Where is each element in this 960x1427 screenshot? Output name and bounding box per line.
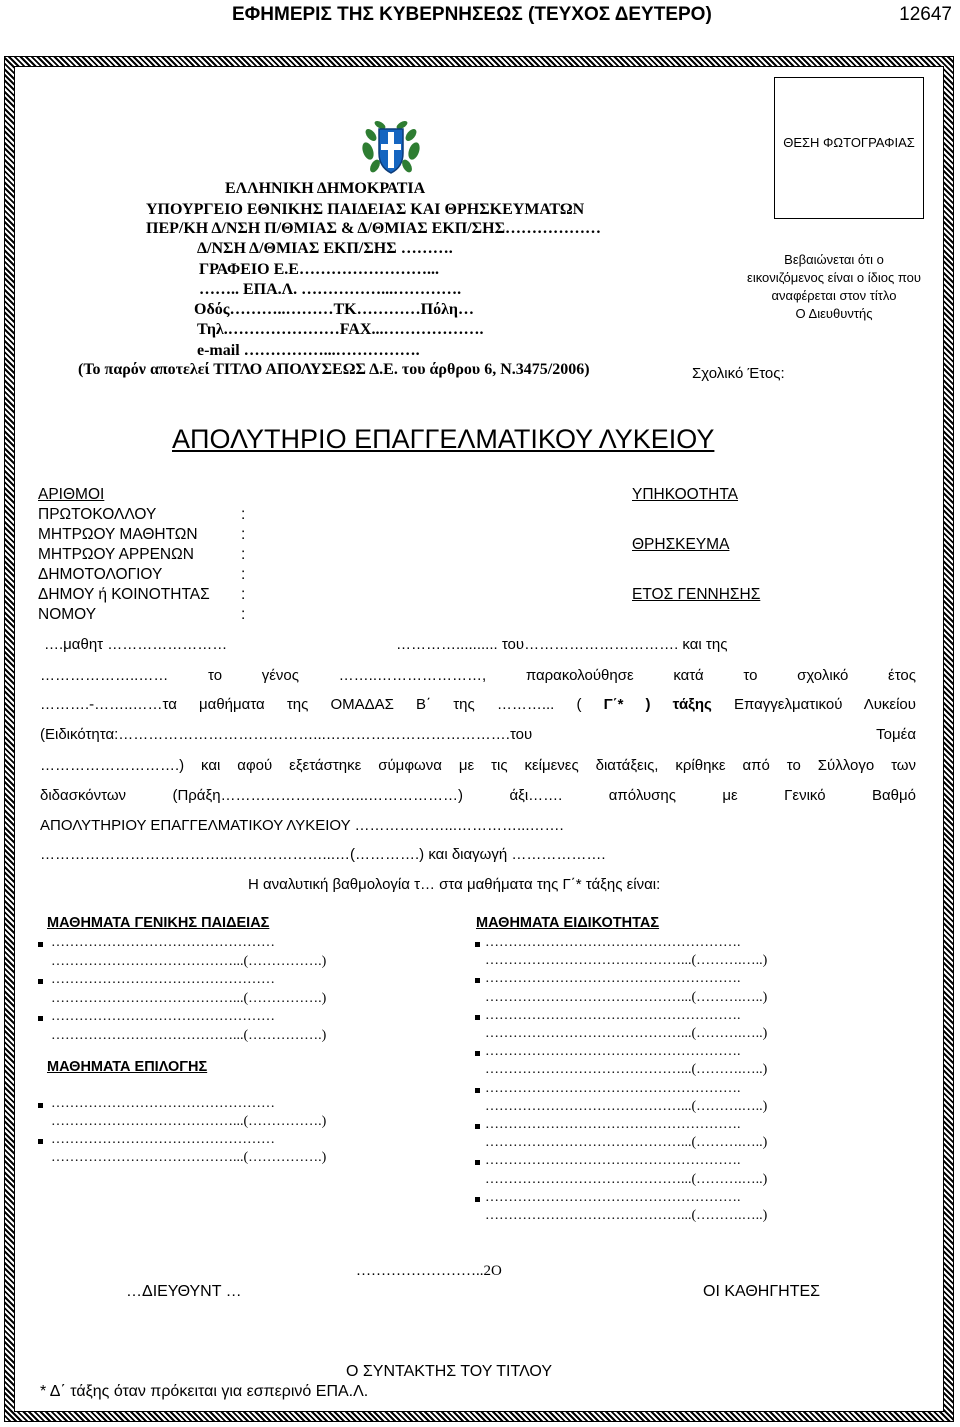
subject-grade-line: ……………………………………...(……….…..) <box>485 1098 768 1114</box>
gazette-title: ΕΦΗΜΕΡΙΣ ΤΗΣ ΚΥΒΕΡΝΗΣΕΩΣ (ΤΕΥΧΟΣ ΔΕΥΤΕΡΟ) <box>232 4 712 25</box>
field-protocol-sep: : <box>241 506 246 523</box>
signature-compiler: Ο ΣΥΝΤΑΚΤΗΣ ΤΟΥ ΤΙΤΛΟΥ <box>346 1363 553 1380</box>
issuer-ministry: ΥΠΟΥΡΓΕΙΟ ΕΘΝΙΚΗΣ ΠΑΙΔΕΙΑΣ ΚΑΙ ΘΡΗΣΚΕΥΜΑΤΩΝ <box>146 201 585 218</box>
bullet-icon <box>475 1160 480 1165</box>
field-birth-year: ΕΤΟΣ ΓΕΝΝΗΣΗΣ <box>632 586 761 603</box>
body-class-group-post: Επαγγελματικού Λυκείου <box>711 696 916 713</box>
subject-grade-line: ……………………………………...(……….…..) <box>485 989 768 1005</box>
subject-name-line: ………………………………………… <box>51 1132 275 1147</box>
subject-grade-line: …………………………………...(…………….) <box>51 953 327 969</box>
field-student-registry-sep: : <box>241 526 246 543</box>
subject-grade-line: ……………………………………...(……….…..) <box>485 1135 768 1151</box>
certification-line-2: εικονιζόμενος είναι ο ίδιος που <box>747 270 921 285</box>
issuer-legal-note: (Το παρόν αποτελεί ΤΙΤΛΟ ΑΠΟΛΥΣΕΩΣ Δ.Ε. του άρθρου 6, Ν.3475/2006) <box>78 361 590 378</box>
body-conduct: ………………………………...………………...…(………….) και διαγωγή ………………. <box>40 846 606 863</box>
field-prefecture-sep: : <box>241 606 246 623</box>
field-protocol-label: ΠΡΩΤΟΚΟΛΛΟΥ <box>38 506 157 523</box>
body-parents: ………….......... του…………………………. και της <box>396 636 728 653</box>
field-municipality-sep: : <box>241 586 246 603</box>
body-detailed-grades-intro: Η αναλυτική βαθμολογία τ… στα μαθήματα της Γ΄* τάξης είναι: <box>248 876 661 893</box>
subject-name-line: ………………………………………… <box>51 972 275 987</box>
body-class-grade: Γ΄* ) τάξης <box>603 696 712 713</box>
field-student-registry-label: ΜΗΤΡΩΟΥ ΜΑΘΗΤΩΝ <box>38 526 198 543</box>
document-title: ΑΠΟΛΥΤΗΡΙΟ ΕΠΑΓΓΕΛΜΑΤΙΚΟΥ ΛΥΚΕΙΟΥ <box>172 424 715 454</box>
bullet-icon <box>475 1088 480 1093</box>
subject-name-line: ………………………………………………. <box>485 1153 741 1169</box>
bullet-icon <box>475 1051 480 1056</box>
subject-name-line: ………………………………………… <box>51 1096 275 1111</box>
issuer-country: ΕΛΛΗΝΙΚΗ ΔΗΜΟΚΡΑΤΙΑ <box>225 180 426 197</box>
signature-director: …ΔΙΕΥΘΥΝΤ … <box>126 1283 242 1300</box>
field-prefecture-label: ΝΟΜΟΥ <box>38 606 97 623</box>
subject-grade-line: …………………………………...(…………….) <box>51 1114 327 1129</box>
school-year-label: Σχολικό Έτος: <box>692 365 785 382</box>
body-specialty: (Ειδικότητα:…………………………………...……………………………….του Τομέα <box>40 726 916 743</box>
certification-line-3: αναφέρεται στον τίτλο <box>771 288 897 303</box>
bullet-icon <box>38 1016 43 1021</box>
numbers-heading: ΑΡΙΘΜΟΙ <box>38 486 105 503</box>
elective-subjects-heading: ΜΑΘΗΜΑΤΑ ΕΠΙΛΟΓΗΣ <box>47 1059 208 1075</box>
bullet-icon <box>475 978 480 983</box>
issuer-address: Οδός………..………ΤΚ…………Πόλη… <box>194 301 475 318</box>
bullet-icon <box>38 979 43 984</box>
subject-name-line: ………………………………………… <box>51 1009 275 1024</box>
issuer-email: e-mail ……………...……………. <box>197 342 420 359</box>
body-teachers-decision: διδασκόντων (Πράξη………………………...………………) άξι……. απόλυσης με Γενικό Βαθμό <box>40 787 916 804</box>
field-religion: ΘΡΗΣΚΕΥΜΑ <box>632 536 730 553</box>
subject-name-line: ………………………………………… <box>51 935 275 950</box>
field-nationality: ΥΠΗΚΟΟΤΗΤΑ <box>632 486 739 503</box>
field-municipal-registry-sep: : <box>241 566 246 583</box>
issuer-regional-directorate: ΠΕΡ/ΚΗ Δ/ΝΣΗ Π/ΘΜΙΑΣ & Δ/ΘΜΙΑΣ ΕΚΠ/ΣΗΣ……………… <box>146 220 602 237</box>
page-number: 12647 <box>899 4 952 25</box>
specialty-subjects-heading: ΜΑΘΗΜΑΤΑ ΕΙΔΙΚΟΤΗΤΑΣ <box>476 915 660 931</box>
bullet-icon <box>475 1197 480 1202</box>
field-municipal-registry-label: ΔΗΜΟΤΟΛΟΓΙΟΥ <box>38 566 163 583</box>
signature-teachers: ΟΙ ΚΑΘΗΓΗΤΕΣ <box>703 1283 821 1300</box>
issuer-school: …….. ΕΠΑ.Λ. ……………...…………. <box>199 281 462 298</box>
bullet-icon <box>38 1139 43 1144</box>
subject-name-line: ………………………………………………. <box>485 1007 741 1023</box>
general-subjects-heading: ΜΑΘΗΜΑΤΑ ΓΕΝΙΚΗΣ ΠΑΙΔΕΙΑΣ <box>47 915 270 931</box>
bullet-icon <box>475 942 480 947</box>
subject-grade-line: ……………………………………...(……….…..) <box>485 953 768 969</box>
subject-name-line: ………………………………………………. <box>485 935 741 950</box>
issuer-phone-fax: Τηλ.…………………FAX...………………. <box>197 321 484 338</box>
subject-grade-line: ……………………………………...(……….…..) <box>485 1026 768 1041</box>
field-male-registry-label: ΜΗΤΡΩΟΥ ΑΡΡΕΝΩΝ <box>38 546 194 563</box>
bullet-icon <box>38 942 43 947</box>
subject-name-line: ………………………………………………. <box>485 971 741 987</box>
subject-name-line: ………………………………………………. <box>485 1080 741 1096</box>
subject-name-line: ………………………………………………. <box>485 1117 741 1132</box>
body-class-group-pre: ……….-……..……τα μαθήματα της ΟΜΑΔΑΣ Β΄ της ………... ( <box>40 696 604 713</box>
subject-name-line: ………………………………………………. <box>485 1189 741 1205</box>
issuer-secondary-directorate: Δ/ΝΣΗ Δ/ΘΜΙΑΣ ΕΚΠ/ΣΗΣ ………. <box>197 240 453 257</box>
field-municipality-label: ΔΗΜΟΥ ή ΚΟΙΝΟΤΗΤΑΣ <box>38 586 210 603</box>
subject-grade-line: ……………………………………...(……….…..) <box>485 1171 768 1187</box>
issuer-office: ΓΡΑΦΕΙΟ Ε.Ε……………………... <box>199 261 439 278</box>
body-general-grade: ΑΠΟΛΥΤΗΡΙΟΥ ΕΠΑΓΓΕΛΜΑΤΙΚΟΥ ΛΥΚΕΙΟΥ ………………...…………...……. <box>40 817 564 834</box>
subject-grade-line: ……………………………………...(……….…..) <box>485 1062 768 1078</box>
subject-name-line: ………………………………………………. <box>485 1044 741 1060</box>
bullet-icon <box>475 1124 480 1129</box>
body-maiden-name: ………………..…… το γένος ……..…………………, παρακολούθησε κατά το σχολικό έτος <box>40 667 916 684</box>
subject-grade-line: …………………………………...(…………….) <box>51 1150 327 1165</box>
body-class-group <box>40 696 916 713</box>
photo-label: ΘΕΣΗ ΦΩΤΟΓΡΑΦΙΑΣ <box>783 135 915 150</box>
field-male-registry-sep: : <box>241 546 246 563</box>
signature-date: ……………………..2Ο <box>356 1263 502 1279</box>
subject-grade-line: …………………………………...(…………….) <box>51 1027 327 1043</box>
body-examination: ……………………….) και αφού εξετάστηκε σύμφωνα με τις κείμενες διατάξεις, κρίθηκε από το Σύλλογο των <box>40 757 916 774</box>
subject-grade-line: ……………………………………...(……….…..) <box>485 1208 768 1223</box>
certification-line-1: Βεβαιώνεται ότι ο <box>784 252 884 267</box>
greek-coat-of-arms-icon <box>360 117 422 179</box>
subject-grade-line: …………………………………...(…………….) <box>51 990 327 1006</box>
bullet-icon <box>38 1103 43 1108</box>
photo-placeholder <box>774 77 924 219</box>
body-student-name: ….μαθητ …………………… <box>44 636 228 653</box>
certification-line-4: Ο Διευθυντής <box>795 306 873 321</box>
bullet-icon <box>475 1015 480 1020</box>
footnote: * Δ΄ τάξης όταν πρόκειται για εσπερινό ΕΠΑ.Λ. <box>40 1383 369 1400</box>
